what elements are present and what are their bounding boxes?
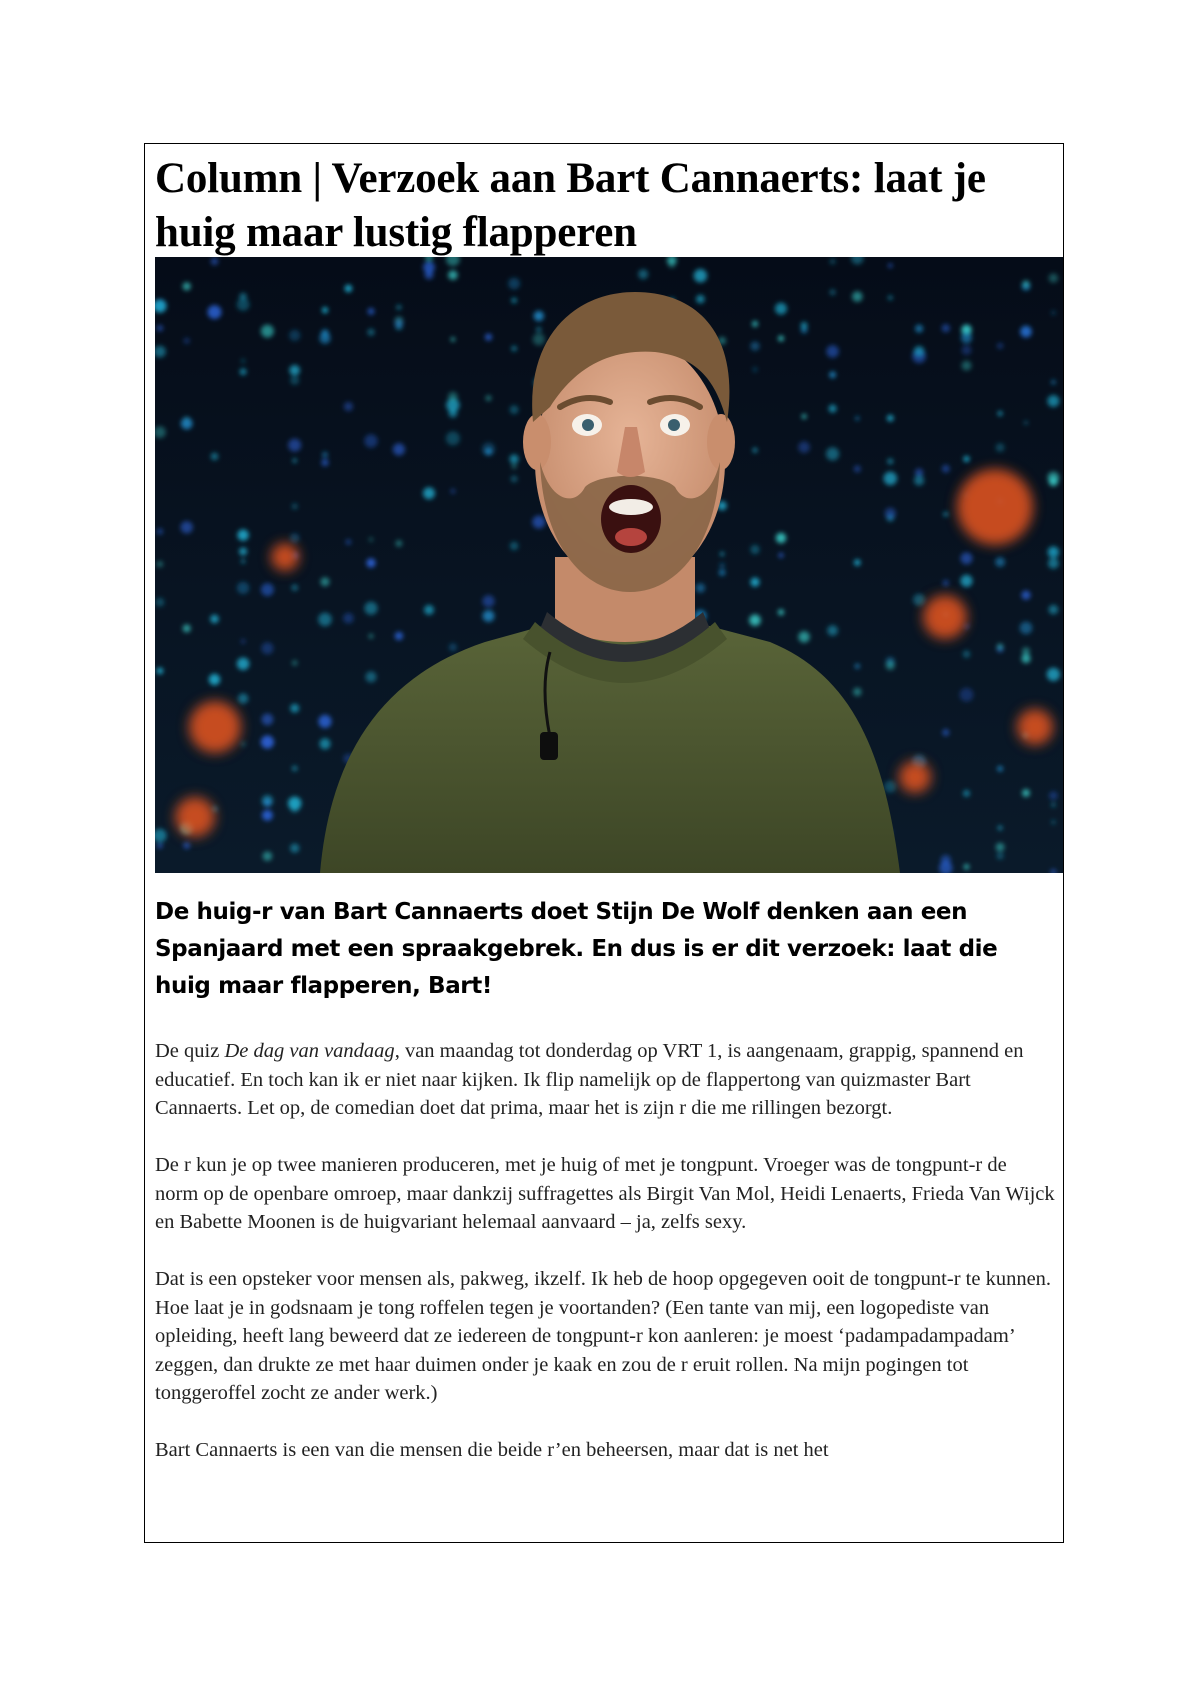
paragraph: De quiz De dag van vandaag, van maandag tot donderdag op VRT 1, is aangenaam, grappig, spannend en educatief. En toch kan ik er niet naar kijken. Ik flip namelijk op de flappertong van quizmaster Bart Cannaerts. Let op, de comedian doet dat prima, maar het is zijn r die me rillingen bezorgt. (155, 1040, 1024, 1119)
article-photo (155, 257, 1064, 873)
show-title: De dag van vandaag (224, 1040, 395, 1062)
paragraph: Bart Cannaerts is een van die mensen die beide r’en beheersen, maar dat is net het (155, 1439, 829, 1461)
paragraph: Dat is een opsteker voor mensen als, pakweg, ikzelf. Ik heb de hoop opgegeven ooit de tongpunt-r te kunnen. Hoe laat je in godsnaam je tong roffelen tegen je voortanden? (Een tante van mij, een logopediste van opleiding, heeft lang beweerd dat ze iedereen de tongpunt-r kon aanleren: je moest ‘padampadampadam’ zeggen, dan drukte ze met haar duimen onder je kaak en zou de r eruit rollen. Na mijn pogingen tot tonggeroffel zocht ze ander werk.) (155, 1268, 1052, 1404)
article-headline: Column | Verzoek aan Bart Cannaerts: laat je huig maar lustig flapperen (155, 155, 986, 256)
article-frame (144, 143, 1064, 1543)
article-lead: De huig-r van Bart Cannaerts doet Stijn De Wolf denken aan een Spanjaard met een spraakgebrek. En dus is er dit verzoek: laat die huig maar flapperen, Bart! (155, 899, 998, 999)
paragraph: De r kun je op twee manieren produceren, met je huig of met je tongpunt. Vroeger was de tongpunt-r de norm op de openbare omroep, maar dankzij suffragettes als Birgit Van Mol, Heidi Lenaerts, Frieda Van Wijck en Babette Moonen is de huigvariant helemaal aanvaard – ja, zelfs sexy. (155, 1154, 1055, 1233)
article-body (155, 1037, 1055, 1493)
